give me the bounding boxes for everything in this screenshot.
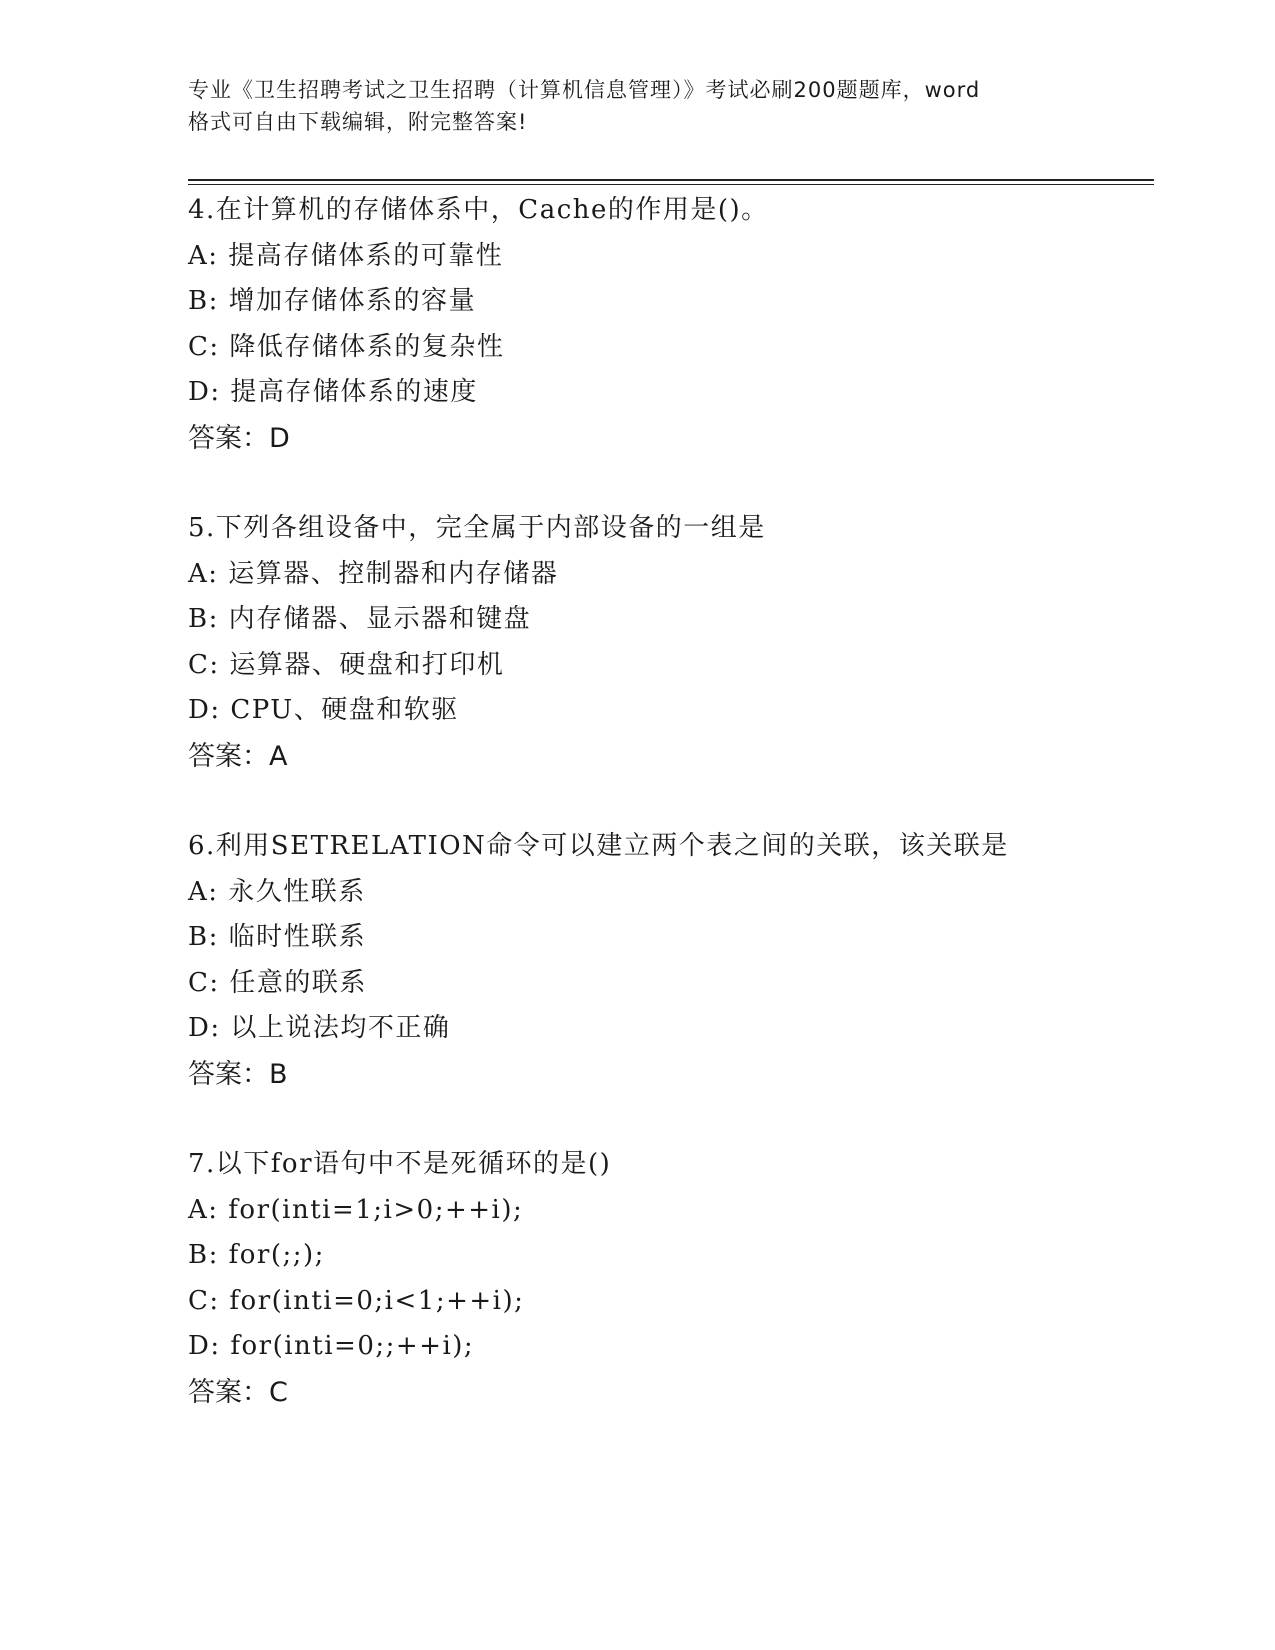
answer-line: 答案：B: [188, 1058, 288, 1090]
option-d: D: CPU、硬盘和软驱: [188, 695, 459, 726]
question-4: [188, 188, 1148, 462]
answer-line: 答案：C: [188, 1376, 288, 1408]
option-c: C: for(inti=0;i<1;++i);: [188, 1285, 525, 1316]
option-a: A: 提高存储体系的可靠性: [188, 240, 504, 271]
question-stem: 4.在计算机的存储体系中，Cache的作用是()。: [188, 195, 769, 225]
option-c: C: 运算器、硬盘和打印机: [188, 649, 505, 680]
option-d: D: 以上说法均不正确: [188, 1013, 451, 1044]
header-divider-thick: [188, 179, 1154, 181]
question-6: [188, 824, 1148, 1098]
question-7: [188, 1142, 1148, 1416]
option-b: B: 临时性联系: [188, 922, 367, 953]
header-title-line-1: 专业《卫生招聘考试之卫生招聘（计算机信息管理）》考试必刷200题题库，word: [188, 78, 981, 102]
option-b: B: for(;;);: [188, 1240, 325, 1271]
header-title-line-2: 格式可自由下载编辑，附完整答案!: [188, 110, 528, 134]
option-b: B: 内存储器、显示器和键盘: [188, 604, 532, 635]
question-list: [188, 188, 1148, 1460]
option-b: B: 增加存储体系的容量: [188, 286, 477, 317]
option-c: C: 任意的联系: [188, 967, 367, 998]
option-a: A: for(inti=1;i>0;++i);: [188, 1194, 524, 1225]
header-divider-thin: [188, 184, 1154, 185]
option-c: C: 降低存储体系的复杂性: [188, 331, 505, 362]
document-header: [188, 74, 1088, 138]
question-5: [188, 506, 1148, 780]
answer-line: 答案：A: [188, 740, 288, 772]
question-stem: 5.下列各组设备中，完全属于内部设备的一组是: [188, 512, 766, 543]
option-d: D: 提高存储体系的速度: [188, 377, 478, 408]
answer-line: 答案：D: [188, 422, 290, 454]
question-stem: 7.以下for语句中不是死循环的是(): [188, 1148, 612, 1179]
question-stem: 6.利用SETRELATION命令可以建立两个表之间的关联，该关联是: [188, 830, 1009, 861]
option-d: D: for(inti=0;;++i);: [188, 1331, 475, 1362]
option-a: A: 永久性联系: [188, 876, 366, 907]
option-a: A: 运算器、控制器和内存储器: [188, 558, 559, 589]
